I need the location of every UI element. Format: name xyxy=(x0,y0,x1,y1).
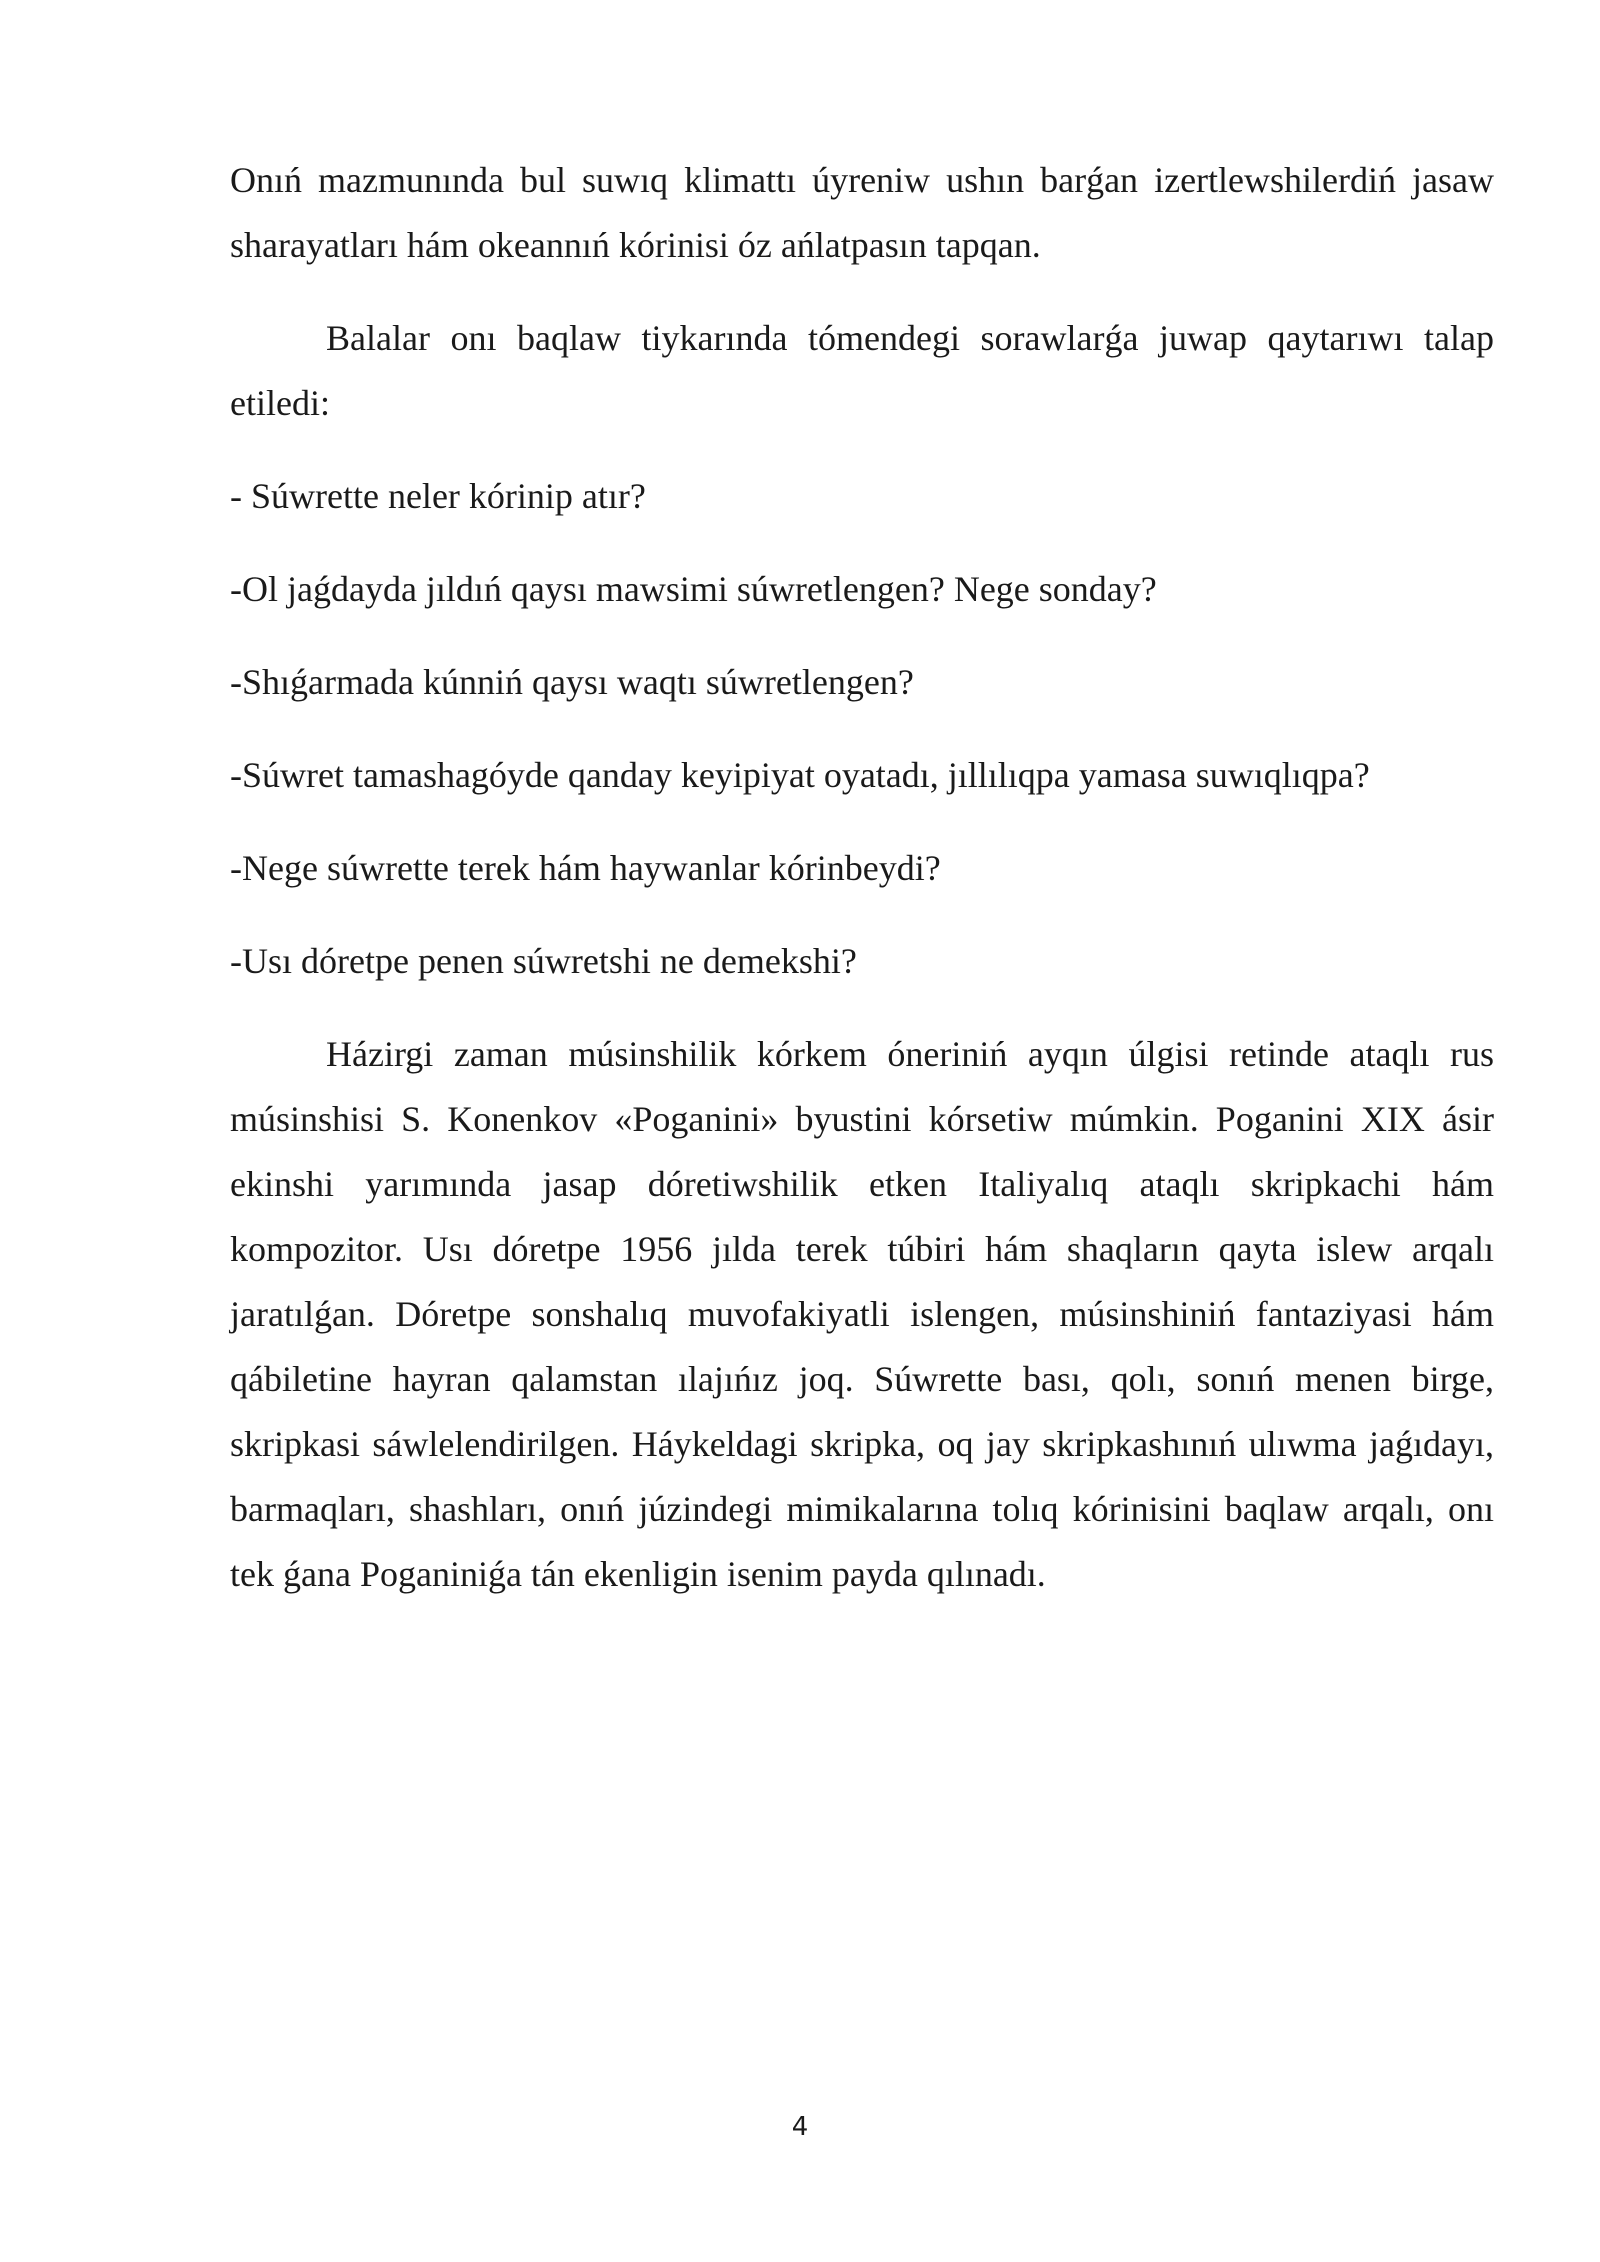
page-number: 4 xyxy=(791,2112,809,2142)
question-item: -Shıǵarmada kúnniń qaysı waqtı súwretlengen? xyxy=(230,662,914,702)
closing-paragraph: Házirgi zaman músinshilik kórkem óneriniń ayqın úlgisi retinde ataqlı rus músinshisi S. Konenkov «Poganini» byustini kórsetiw múmkin. Poganini XIX ásir ekinshi yarımında jasap dóretiwshilik etken Italiyalıq ataqlı skripkachi hám kompozitor. Usı dóretpe 1956 jılda terek túbiri hám shaqların qayta islew arqalı jaratılǵan. Dóretpe sonshalıq muvofakiyatli islengen, músinshiniń fantaziyasi hám qábiletine hayran qalamstan ılajıńız joq. Súwrette bası, qolı, sonıń menen birge, skripkasi sáwlelendirilgen. Háykeldagi skripka, oq jay skripkashınıń ulıwma jaǵıdayı, barmaqları, shashları, onıń júzindegi mimikalarına tolıq kórinisini baqlaw arqalı, onı tek ǵana Poganiniǵa tán ekenligin isenim payda qılınadı. xyxy=(230,1034,1494,1594)
question-item: -Usı dóretpe penen súwretshi ne demekshi? xyxy=(230,941,857,981)
question-item: - Súwrette neler kórinip atır? xyxy=(230,476,646,516)
question-item: -Ol jaǵdayda jıldıń qaysı mawsimi súwretlengen? Nege sonday? xyxy=(230,569,1157,609)
document-body xyxy=(230,148,1494,1635)
question-list xyxy=(230,464,1494,994)
question-item: -Súwret tamashagóyde qanday keyipiyat oyatadı, jıllılıqpa yamasa suwıqlıqpa? xyxy=(230,755,1370,795)
task-paragraph: Balalar onı baqlaw tiykarında tómendegi sorawlarǵa juwap qaytarıwı talap etiledi: xyxy=(230,318,1494,423)
question-item: -Nege súwrette terek hám haywanlar kórinbeydi? xyxy=(230,848,941,888)
intro-paragraph: Onıń mazmunında bul suwıq klimattı úyreniw ushın barǵan izertlewshilerdiń jasaw sharayatları hám okeannıń kórinisi óz ańlatpasın tapqan. xyxy=(230,160,1494,265)
